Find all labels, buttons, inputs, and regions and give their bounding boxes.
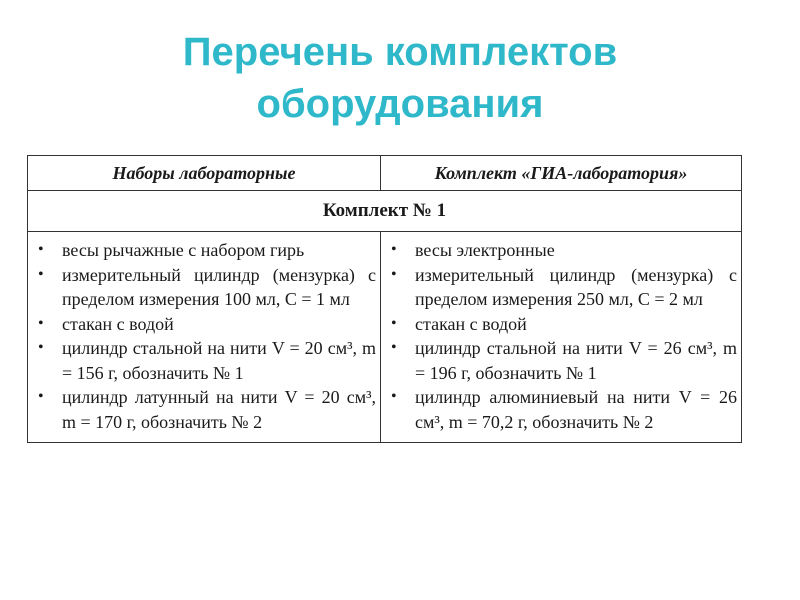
list-item [385,263,737,312]
list-item [385,336,737,385]
bullet-icon: • [38,265,44,283]
list-item-text: цилиндр латунный на нити V = 20 см³, m = 170 г, обозначить № 2 [62,387,376,432]
page-title-line-1: Перечень комплектов [182,30,618,74]
list-item [385,312,737,337]
list-item [32,385,376,434]
table-header-row [28,156,742,191]
list-item [32,238,376,263]
bullet-icon: • [391,314,397,332]
list-item [385,238,737,263]
list-item-text: цилиндр стальной на нити V = 20 см³, m = 156 г, обозначить № 1 [62,338,376,383]
list-item [32,312,376,337]
right-items-cell [381,232,742,443]
bullet-icon: • [38,314,44,332]
list-item-text: измерительный цилиндр (мензурка) с пределом измерения 250 мл, C = 2 мл [415,264,737,309]
left-items-list [32,238,376,434]
left-items-cell [28,232,381,443]
right-items-list [385,238,737,434]
equipment-table [27,155,742,443]
bullet-icon: • [38,388,44,405]
bullet-icon: • [391,265,397,283]
list-item-text: весы электронные [415,240,555,260]
header-gia-lab: Комплект «ГИА-лаборатория» [381,156,742,191]
list-item-text: цилиндр алюминиевый на нити V = 26 см³, m = 70,2 г, обозначить № 2 [415,387,737,432]
bullet-icon: • [391,339,397,356]
list-item [32,336,376,385]
list-item-text: стакан с водой [415,313,527,334]
bullet-icon: • [391,241,397,258]
bullet-icon: • [38,241,44,258]
bullet-icon: • [391,388,397,405]
list-item-text: измерительный цилиндр (мензурка) с пределом измерения 100 мл, C = 1 мл [62,264,376,309]
list-item [32,263,376,312]
header-lab-sets: Наборы лабораторные [28,156,381,191]
bullet-icon: • [38,339,44,356]
list-item-text: весы рычажные с набором гирь [62,240,305,260]
page-title [0,26,800,130]
page-title-line-2: оборудования [256,82,544,126]
list-item-text: стакан с водой [62,313,174,334]
list-item [385,385,737,434]
items-row [28,232,742,443]
set-label: Комплект № 1 [28,191,742,232]
set-row [28,191,742,232]
list-item-text: цилиндр стальной на нити V = 26 см³, m = 196 г, обозначить № 1 [415,338,737,383]
